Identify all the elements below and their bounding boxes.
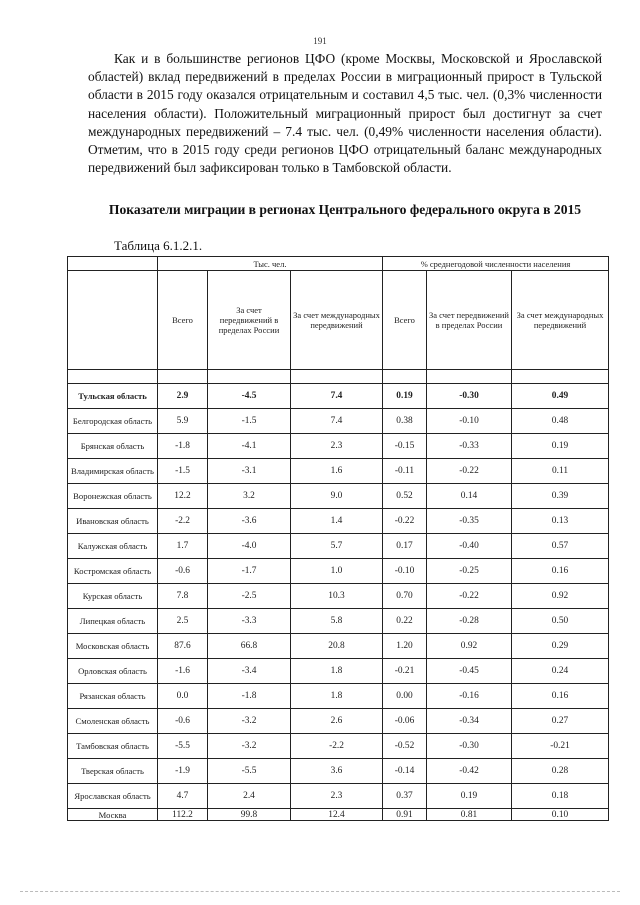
value-cell: -0.21: [512, 734, 609, 759]
column-header: Всего: [383, 271, 427, 370]
body-paragraph: Как и в большинстве регионов ЦФО (кроме Москвы, Московской и Ярославской областей) вклад передвижений в пределах России в миграционный прирост в Тульской области в 2015 году оказался отрицательным и составил 4,5 тыс. чел. (0,3% численности населения области). Положительный миграционный прирост был достигнут за счет международных передвижений – 7.4 тыс. чел. (0,49% численности населения области). Отметим, что в 2015 году среди регионов ЦФО отрицательный баланс международных передвижений был зафиксирован только в Тамбовской области.: [88, 51, 602, 176]
value-cell: -0.35: [427, 509, 512, 534]
value-cell: 1.8: [291, 659, 383, 684]
table-row: [68, 809, 609, 821]
region-name-cell: Ивановская область: [68, 509, 158, 534]
column-header: За счет передвижений в пределах России: [427, 271, 512, 370]
region-name-cell: Орловская область: [68, 659, 158, 684]
value-cell: 1.0: [291, 559, 383, 584]
region-name-cell: Московская область: [68, 634, 158, 659]
page-number: 191: [313, 36, 327, 46]
value-cell: -0.16: [427, 684, 512, 709]
value-cell: -0.22: [383, 509, 427, 534]
value-cell: -1.8: [158, 434, 208, 459]
table-caption: Таблица 6.1.2.1.: [114, 238, 203, 253]
column-header: За счет международных передвижений: [512, 271, 609, 370]
migration-table: [67, 256, 609, 821]
table-row: [68, 734, 609, 759]
value-cell: 5.7: [291, 534, 383, 559]
value-cell: 3.6: [291, 759, 383, 784]
value-cell: -0.25: [427, 559, 512, 584]
region-name-cell: Белгородская область: [68, 409, 158, 434]
table-row: [68, 709, 609, 734]
value-cell: -0.52: [383, 734, 427, 759]
value-cell: -0.45: [427, 659, 512, 684]
value-cell: -1.7: [208, 559, 291, 584]
value-cell: 3.2: [208, 484, 291, 509]
value-cell: -0.06: [383, 709, 427, 734]
table-row: [68, 534, 609, 559]
table-row: [68, 584, 609, 609]
region-name-cell: Воронежская область: [68, 484, 158, 509]
table-row: [68, 409, 609, 434]
value-cell: 4.7: [158, 784, 208, 809]
value-cell: -4.1: [208, 434, 291, 459]
value-cell: -0.22: [427, 459, 512, 484]
table-row: [68, 759, 609, 784]
table-spacer-row: [68, 370, 609, 384]
value-cell: 99.8: [208, 809, 291, 821]
value-cell: -0.10: [383, 559, 427, 584]
table-row: [68, 784, 609, 809]
value-cell: 2.9: [158, 384, 208, 409]
value-cell: -0.6: [158, 559, 208, 584]
value-cell: 0.18: [512, 784, 609, 809]
value-cell: -0.30: [427, 734, 512, 759]
region-name-cell: Липецкая область: [68, 609, 158, 634]
value-cell: 0.92: [427, 634, 512, 659]
value-cell: 7.8: [158, 584, 208, 609]
region-name-cell: Курская область: [68, 584, 158, 609]
value-cell: 1.7: [158, 534, 208, 559]
value-cell: -3.4: [208, 659, 291, 684]
value-cell: -5.5: [208, 759, 291, 784]
value-cell: -0.34: [427, 709, 512, 734]
value-cell: -3.3: [208, 609, 291, 634]
value-cell: -0.22: [427, 584, 512, 609]
region-name-cell: Смоленская область: [68, 709, 158, 734]
value-cell: 1.4: [291, 509, 383, 534]
value-cell: 2.3: [291, 784, 383, 809]
value-cell: -3.2: [208, 734, 291, 759]
value-cell: -1.6: [158, 659, 208, 684]
table-row: [68, 509, 609, 534]
value-cell: 10.3: [291, 584, 383, 609]
table-title: Показатели миграции в регионах Центрального федерального округа в 2015: [108, 202, 582, 217]
region-name-cell: Ярославская область: [68, 784, 158, 809]
table-row: [68, 484, 609, 509]
value-cell: 66.8: [208, 634, 291, 659]
value-cell: -0.21: [383, 659, 427, 684]
value-cell: 1.20: [383, 634, 427, 659]
value-cell: -0.10: [427, 409, 512, 434]
value-cell: 0.16: [512, 684, 609, 709]
value-cell: -0.11: [383, 459, 427, 484]
value-cell: 0.0: [158, 684, 208, 709]
footer-rule: [20, 891, 620, 892]
table-row: [68, 684, 609, 709]
value-cell: 0.48: [512, 409, 609, 434]
value-cell: 12.4: [291, 809, 383, 821]
value-cell: 0.17: [383, 534, 427, 559]
value-cell: 0.19: [383, 384, 427, 409]
value-cell: -3.6: [208, 509, 291, 534]
value-cell: -1.5: [158, 459, 208, 484]
value-cell: -1.8: [208, 684, 291, 709]
value-cell: -2.2: [158, 509, 208, 534]
value-cell: 0.92: [512, 584, 609, 609]
value-cell: 0.29: [512, 634, 609, 659]
value-cell: -0.30: [427, 384, 512, 409]
region-name-cell: Калужская область: [68, 534, 158, 559]
column-header: За счет международных передвижений: [291, 271, 383, 370]
value-cell: 0.70: [383, 584, 427, 609]
value-cell: 0.00: [383, 684, 427, 709]
table-row: [68, 634, 609, 659]
value-cell: 112.2: [158, 809, 208, 821]
value-cell: -0.33: [427, 434, 512, 459]
table-row: [68, 559, 609, 584]
value-cell: 0.11: [512, 459, 609, 484]
region-name-cell: Рязанская область: [68, 684, 158, 709]
value-cell: -3.1: [208, 459, 291, 484]
value-cell: 0.10: [512, 809, 609, 821]
column-header: За счет передвижений в пределах России: [208, 271, 291, 370]
table-body: [68, 384, 609, 821]
value-cell: -0.42: [427, 759, 512, 784]
value-cell: 0.49: [512, 384, 609, 409]
value-cell: 0.16: [512, 559, 609, 584]
value-cell: 20.8: [291, 634, 383, 659]
value-cell: 9.0: [291, 484, 383, 509]
value-cell: 0.57: [512, 534, 609, 559]
value-cell: 5.8: [291, 609, 383, 634]
value-cell: 0.38: [383, 409, 427, 434]
value-cell: 0.22: [383, 609, 427, 634]
group-header-thousands: Тыс. чел.: [158, 257, 383, 271]
value-cell: -4.5: [208, 384, 291, 409]
value-cell: 2.6: [291, 709, 383, 734]
value-cell: -2.2: [291, 734, 383, 759]
region-name-cell: Тульская область: [68, 384, 158, 409]
region-header-cell: [68, 271, 158, 370]
table-column-header-row: [68, 271, 609, 370]
value-cell: 0.52: [383, 484, 427, 509]
value-cell: 2.4: [208, 784, 291, 809]
value-cell: -0.6: [158, 709, 208, 734]
region-header-cell: [68, 257, 158, 271]
table-row: [68, 384, 609, 409]
group-header-percent: % среднегодовой численности населения: [383, 257, 609, 271]
table-row: [68, 659, 609, 684]
value-cell: 12.2: [158, 484, 208, 509]
value-cell: 7.4: [291, 409, 383, 434]
value-cell: -0.14: [383, 759, 427, 784]
value-cell: -2.5: [208, 584, 291, 609]
value-cell: -0.28: [427, 609, 512, 634]
table-row: [68, 459, 609, 484]
value-cell: -0.15: [383, 434, 427, 459]
region-name-cell: Брянская область: [68, 434, 158, 459]
value-cell: 5.9: [158, 409, 208, 434]
value-cell: 2.5: [158, 609, 208, 634]
value-cell: 0.24: [512, 659, 609, 684]
value-cell: 0.50: [512, 609, 609, 634]
value-cell: 1.8: [291, 684, 383, 709]
region-name-cell: Тамбовская область: [68, 734, 158, 759]
region-name-cell: Тверская область: [68, 759, 158, 784]
region-name-cell: Костромская область: [68, 559, 158, 584]
value-cell: 0.37: [383, 784, 427, 809]
column-header: Всего: [158, 271, 208, 370]
table-row: [68, 609, 609, 634]
value-cell: 0.14: [427, 484, 512, 509]
table-group-header-row: [68, 257, 609, 271]
value-cell: -3.2: [208, 709, 291, 734]
region-name-cell: Владимирская область: [68, 459, 158, 484]
value-cell: -1.9: [158, 759, 208, 784]
value-cell: 2.3: [291, 434, 383, 459]
value-cell: 0.19: [512, 434, 609, 459]
region-name-cell: Москва: [68, 809, 158, 821]
value-cell: 0.81: [427, 809, 512, 821]
value-cell: 0.91: [383, 809, 427, 821]
value-cell: 0.13: [512, 509, 609, 534]
table-row: [68, 434, 609, 459]
value-cell: 0.28: [512, 759, 609, 784]
value-cell: 0.39: [512, 484, 609, 509]
value-cell: 7.4: [291, 384, 383, 409]
value-cell: 1.6: [291, 459, 383, 484]
value-cell: 87.6: [158, 634, 208, 659]
value-cell: 0.19: [427, 784, 512, 809]
value-cell: -5.5: [158, 734, 208, 759]
value-cell: 0.27: [512, 709, 609, 734]
value-cell: -4.0: [208, 534, 291, 559]
value-cell: -1.5: [208, 409, 291, 434]
value-cell: -0.40: [427, 534, 512, 559]
